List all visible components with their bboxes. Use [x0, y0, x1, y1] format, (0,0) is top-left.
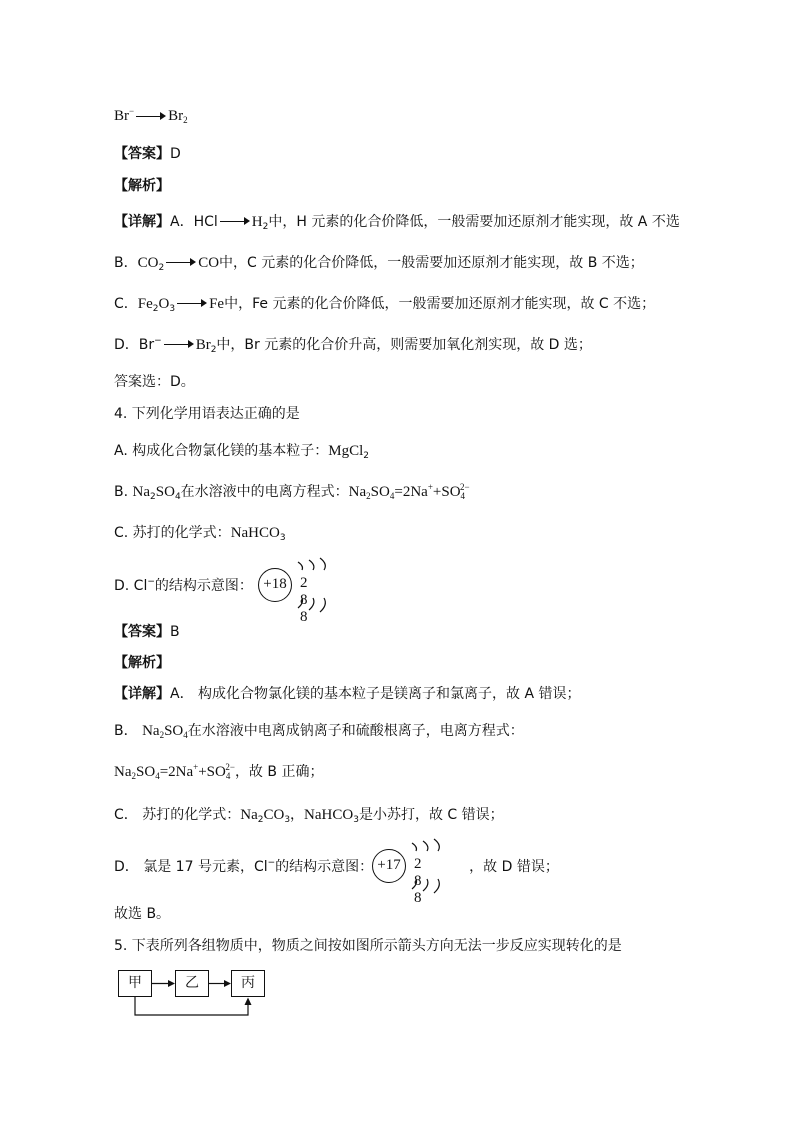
q4-option-b: B. $Na_2SO_4$在水溶液中的电离方程式：$Na_2SO_4=2Na^++SO_4^{2-}$	[114, 482, 470, 502]
shell-arcs	[258, 556, 338, 616]
flow-box-yi: 乙	[175, 970, 209, 997]
equation-br-to-br2: Br− $Br_2$	[114, 106, 188, 125]
q4-detail-b-eq: $Na_2SO_4=2Na^++SO_4^{2-}$，故 B 正确；	[114, 762, 324, 781]
q3-analysis-label: 【解析】	[114, 178, 170, 194]
q4-conclusion: 故选 B。	[114, 906, 171, 922]
q3-conclusion: 答案选：D。	[114, 374, 195, 390]
q3-detail-b: B．$CO_2$ CO中，C 元素的化合价降低，一般需要加还原剂才能实现，故 B 不选；	[114, 255, 644, 273]
q4-answer: 【答案】B	[114, 624, 180, 640]
flow-box-jia: 甲	[118, 970, 152, 997]
shell-arcs	[372, 837, 452, 897]
q3-detail-c: C．$Fe_2O_3$ Fe中，Fe 元素的化合价降低，一般需要加还原剂才能实现，故 C 不选；	[114, 296, 656, 314]
q3-answer: 【答案】D	[114, 146, 181, 162]
electron-shells: 2 8 8	[300, 575, 308, 625]
q5-flow-diagram	[118, 970, 278, 1025]
q4-option-a: A. 构成化合物氯化镁的基本粒子：MgCl$_2$	[114, 443, 369, 461]
q4-detail-d: D． 氯是 17 号元素，Cl−的结构示意图： ，故 D 错误；	[114, 858, 559, 875]
q3-detail-a: 【详解】A．HCl $H_2$中，H 元素的化合价降低，一般需要加还原剂才能实现，故 A 不选	[114, 214, 680, 232]
q5-stem: 5. 下表所列各组物质中，物质之间按如图所示箭头方向无法一步反应实现转化的是	[114, 938, 622, 954]
flow-arrows	[118, 970, 278, 1025]
nucleus: +18	[258, 568, 292, 602]
q4-detail-a: 【详解】A． 构成化合物氯化镁的基本粒子是镁离子和氯离子，故 A 错误；	[114, 686, 581, 702]
reaction-arrow	[136, 112, 166, 122]
q4-stem: 4. 下列化学用语表达正确的是	[114, 406, 300, 422]
q3-detail-d: D．Br− $Br_2$中，Br 元素的化合价升高，则需要加氧化剂实现，故 D 选；	[114, 336, 592, 355]
q4-analysis-label: 【解析】	[114, 655, 170, 671]
q4-detail-c: C． 苏打的化学式：$Na_2CO_3$，NaHCO$_3$是小苏打，故 C 错误；	[114, 807, 504, 825]
q4-option-d: D. Cl−的结构示意图：	[114, 577, 253, 594]
nucleus: +17	[372, 849, 406, 883]
electron-shells: 2 8 8	[414, 856, 422, 906]
q4-detail-b: B． $Na_2SO_4$在水溶液中电离成钠离子和硫酸根离子，电离方程式：	[114, 723, 524, 740]
q4-option-c: C. 苏打的化学式：NaHCO$_3$	[114, 525, 286, 543]
flow-box-bing: 丙	[231, 970, 265, 997]
